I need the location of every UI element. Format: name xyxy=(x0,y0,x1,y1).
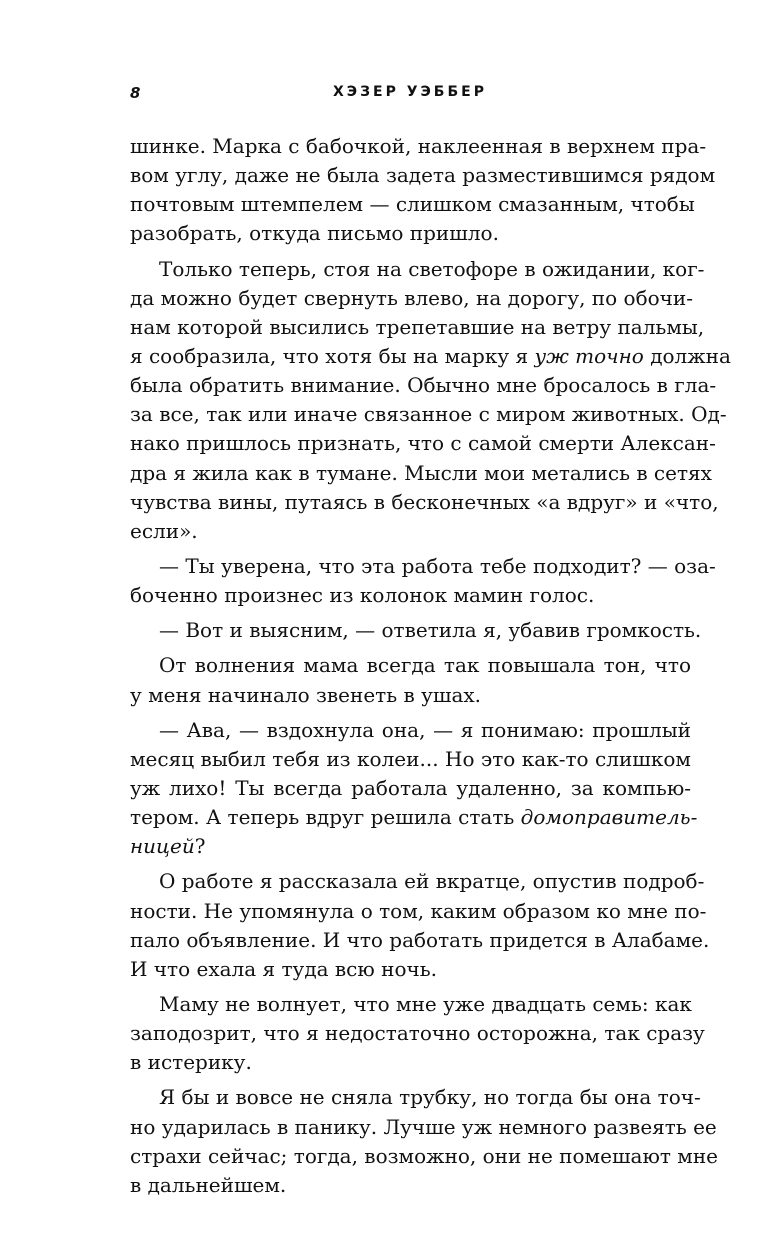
text-line: Я бы и вовсе не сняла трубку, но тогда бы она точ- xyxy=(159,1085,701,1110)
text-line: в истерику. xyxy=(130,1050,252,1075)
text-line-with-italic xyxy=(130,342,731,371)
text-line: О работе я рассказала ей вкратце, опустив подроб- xyxy=(159,869,705,894)
text-line: нам которой высились трепетавшие на ветру пальмы, xyxy=(130,314,705,339)
text-line: ности. Не упомянула о том, каким образом ко мне по- xyxy=(130,898,707,923)
text-line: но ударилась в панику. Лучше уж немного развеять ее xyxy=(130,1114,717,1139)
paragraph xyxy=(130,552,716,610)
text-line: вом углу, даже не была задета разместившимся рядом xyxy=(130,163,716,188)
text-line: шинке. Марка с бабочкой, наклеенная в верхнем пра- xyxy=(130,134,707,158)
text-segment: я сообразила, что хотя бы на марку я xyxy=(130,343,529,368)
text-line: дра я жила как в тумане. Мысли мои метались в сетях xyxy=(130,460,712,485)
text-line: И что ехала я туда всю ночь. xyxy=(130,956,437,981)
text-line: нако пришлось признать, что с самой смерти Алексан- xyxy=(130,431,716,456)
paragraph xyxy=(130,1083,719,1200)
text-line: Только теперь, стоя на светофоре в ожидании, ког- xyxy=(159,256,705,281)
paragraph xyxy=(130,990,705,1077)
page-number: 8 xyxy=(130,84,141,102)
paragraph xyxy=(130,132,716,249)
paragraph xyxy=(130,716,698,862)
author-name: ХЭЗЕР УЭББЕР xyxy=(333,84,487,100)
text-line: да можно будет свернуть влево, на дорогу, по обочи- xyxy=(130,285,693,310)
text-line: уж лихо! Ты всегда работала удаленно, за компью- xyxy=(130,775,691,800)
text-line: у меня начинало звенеть в ушах. xyxy=(130,682,482,707)
paragraph xyxy=(130,616,702,645)
text-line: разобрать, откуда письмо пришло. xyxy=(130,221,499,246)
italic-phrase: домоправитель- xyxy=(520,805,698,830)
text-line: От волнения мама всегда так повышала тон, что xyxy=(159,653,691,678)
text-line: в дальнейшем. xyxy=(130,1172,287,1197)
text-line: — Ава, — вздохнула она, — я понимаю: прошлый xyxy=(159,717,691,742)
text-line: — Ты уверена, что эта работа тебе подходит? — оза- xyxy=(159,553,716,578)
text-line: Маму не волнует, что мне уже двадцать семь: как xyxy=(159,991,692,1016)
text-line-with-italic xyxy=(130,832,691,861)
text-segment: ? xyxy=(194,834,206,859)
text-line: заподозрит, что я недостаточно осторожна, так сразу xyxy=(130,1021,705,1046)
text-line: была обратить внимание. Обычно мне бросалось в гла- xyxy=(130,373,717,398)
text-segment: тером. А теперь вдруг решила стать xyxy=(130,805,515,830)
text-line: — Вот и выясним, — ответила я, убавив громкость. xyxy=(159,618,702,643)
text-line: месяц выбил тебя из колеи... Но это как-то слишком xyxy=(130,746,691,771)
text-line-with-italic xyxy=(130,803,698,832)
text-line: за все, так или иначе связанное с миром животных. Од- xyxy=(130,402,727,427)
italic-phrase: ницей xyxy=(130,834,195,859)
text-line: боченно произнес из колонок мамин голос. xyxy=(130,583,595,608)
text-line: пало объявление. И что работать придется в Алабаме. xyxy=(130,927,710,952)
italic-phrase: уж точно xyxy=(534,343,644,368)
text-line: страхи сейчас; тогда, возможно, они не помешают мне xyxy=(130,1143,719,1168)
text-segment: должна xyxy=(650,343,731,368)
text-line: чувства вины, путаясь в бесконечных «а вдруг» и «что, xyxy=(130,489,719,514)
text-line: почтовым штемпелем — слишком смазанным, чтобы xyxy=(130,192,695,217)
running-header xyxy=(130,84,690,108)
body-text xyxy=(130,132,731,1200)
paragraph xyxy=(130,255,731,546)
text-line: если». xyxy=(130,518,198,543)
paragraph xyxy=(130,867,710,984)
paragraph xyxy=(130,651,691,709)
